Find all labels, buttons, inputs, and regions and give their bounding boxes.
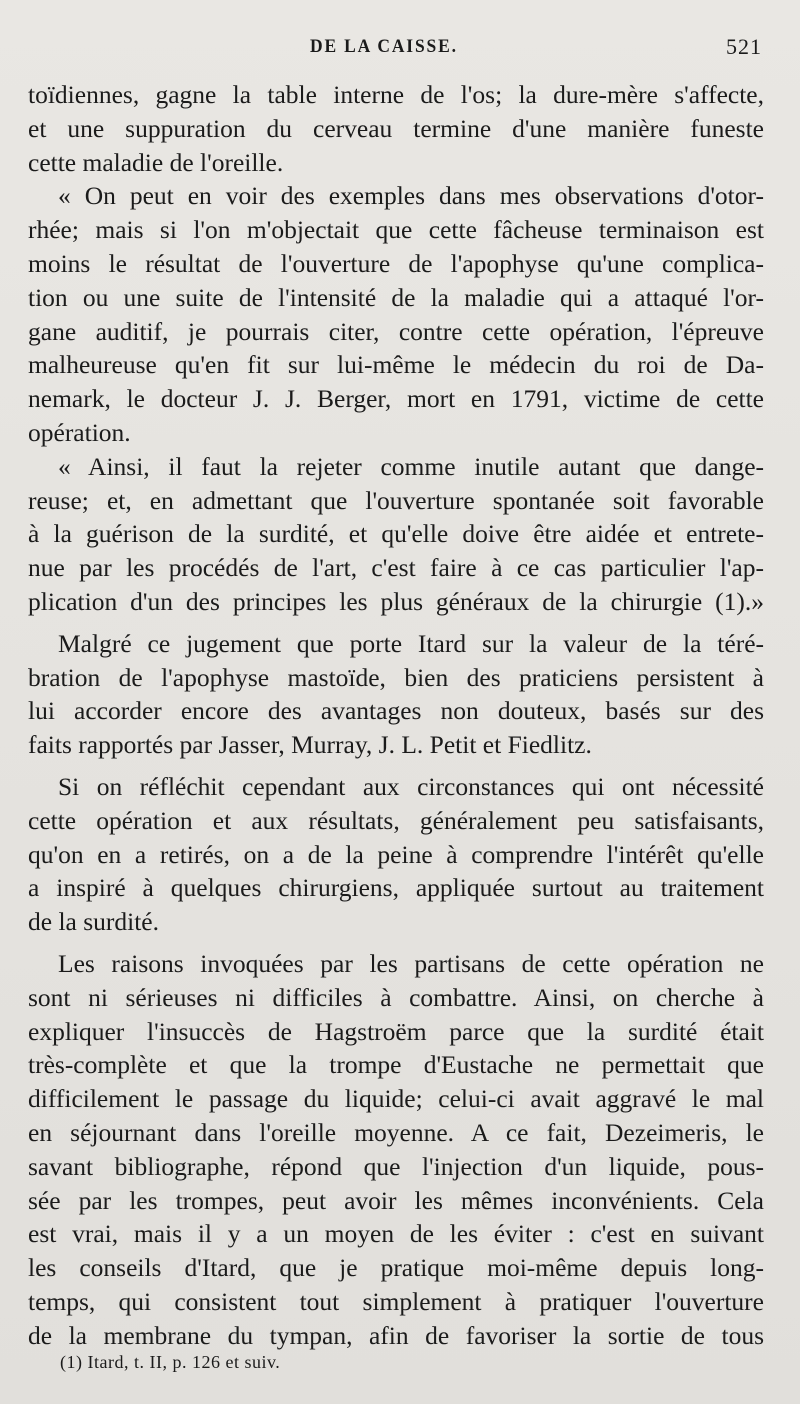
text-line: en séjournant dans l'oreille moyenne. A ce fait, Dezeimeris, le (28, 1117, 764, 1147)
text-line: lui accorder encore des avantages non douteux, basés sur des (28, 696, 764, 726)
text-line: « On peut en voir des exemples dans mes observations d'otor- (58, 181, 764, 211)
text-line: moins le résultat de l'ouverture de l'apophyse qu'une complica- (28, 248, 764, 278)
text-line: « Ainsi, il faut la rejeter comme inutile autant que dange- (58, 451, 764, 481)
running-head-title: DE LA CAISSE. (310, 36, 458, 57)
text-line: est vrai, mais il y a un moyen de les éviter : c'est en suivant (28, 1219, 764, 1249)
text-line: bration de l'apophyse mastoïde, bien des praticiens persistent à (28, 662, 764, 692)
text-line: très-complète et que la trompe d'Eustache ne permettait que (28, 1050, 764, 1080)
text-line: difficilement le passage du liquide; celui-ci avait aggravé le mal (28, 1084, 764, 1114)
text-line: reuse; et, en admettant que l'ouverture spontanée soit favorable (28, 485, 764, 515)
text-line: cette maladie de l'oreille. (28, 147, 284, 177)
text-line: opération. (28, 417, 131, 447)
text-line: sée par les trompes, peut avoir les mêmes inconvénients. Cela (28, 1185, 764, 1215)
text-line: les conseils d'Itard, que je pratique moi-même depuis long- (28, 1253, 764, 1283)
text-line: Les raisons invoquées par les partisans de cette opération ne (58, 948, 764, 978)
text-line: à la guérison de la surdité, et qu'elle doive être aidée et entrete- (28, 519, 764, 549)
text-line: plication d'un des principes les plus généraux de la chirurgie (1).» (28, 586, 764, 616)
footnote: (1) Itard, t. II, p. 126 et suiv. (60, 1352, 281, 1372)
text-line: rhée; mais si l'on m'objectait que cette fâcheuse terminaison est (28, 215, 764, 245)
running-head (32, 34, 762, 64)
text-line: de la membrane du tympan, afin de favoriser la sortie de tous (28, 1320, 764, 1350)
body-text (28, 78, 764, 1352)
text-line: temps, qui consistent tout simplement à pratiquer l'ouverture (28, 1286, 764, 1316)
text-line: malheureuse qu'en fit sur lui-même le médecin du roi de Da- (28, 350, 764, 380)
page-number: 521 (726, 34, 762, 59)
text-line: nemark, le docteur J. J. Berger, mort en 1791, victime de cette (28, 384, 764, 414)
text-line: faits rapportés par Jasser, Murray, J. L. Petit et Fiedlitz. (28, 730, 592, 760)
text-line: a inspiré à quelques chirurgiens, appliquée surtout au traitement (28, 873, 764, 903)
text-line: Si on réfléchit cependant aux circonstances qui ont nécessité (58, 771, 764, 801)
text-line: de la surdité. (28, 907, 159, 937)
text-line: cette opération et aux résultats, généralement peu satisfaisants, (28, 805, 764, 835)
text-line: et une suppuration du cerveau termine d'une manière funeste (28, 113, 764, 143)
text-line: qu'on en a retirés, on a de la peine à comprendre l'intérêt qu'elle (28, 839, 764, 869)
text-line: nue par les procédés de l'art, c'est faire à ce cas particulier l'ap- (28, 553, 764, 583)
text-line: tion ou une suite de l'intensité de la maladie qui a attaqué l'or- (28, 282, 764, 312)
text-line: Malgré ce jugement que porte Itard sur la valeur de la téré- (58, 628, 764, 658)
text-line: sont ni sérieuses ni difficiles à combattre. Ainsi, on cherche à (28, 982, 764, 1012)
text-line: toïdiennes, gagne la table interne de l'os; la dure-mère s'affecte, (28, 80, 764, 109)
text-line: expliquer l'insuccès de Hagstroëm parce que la surdité était (28, 1016, 764, 1046)
text-line: gane auditif, je pourrais citer, contre cette opération, l'épreuve (28, 316, 764, 346)
text-line: savant bibliographe, répond que l'injection d'un liquide, pous- (28, 1151, 764, 1181)
